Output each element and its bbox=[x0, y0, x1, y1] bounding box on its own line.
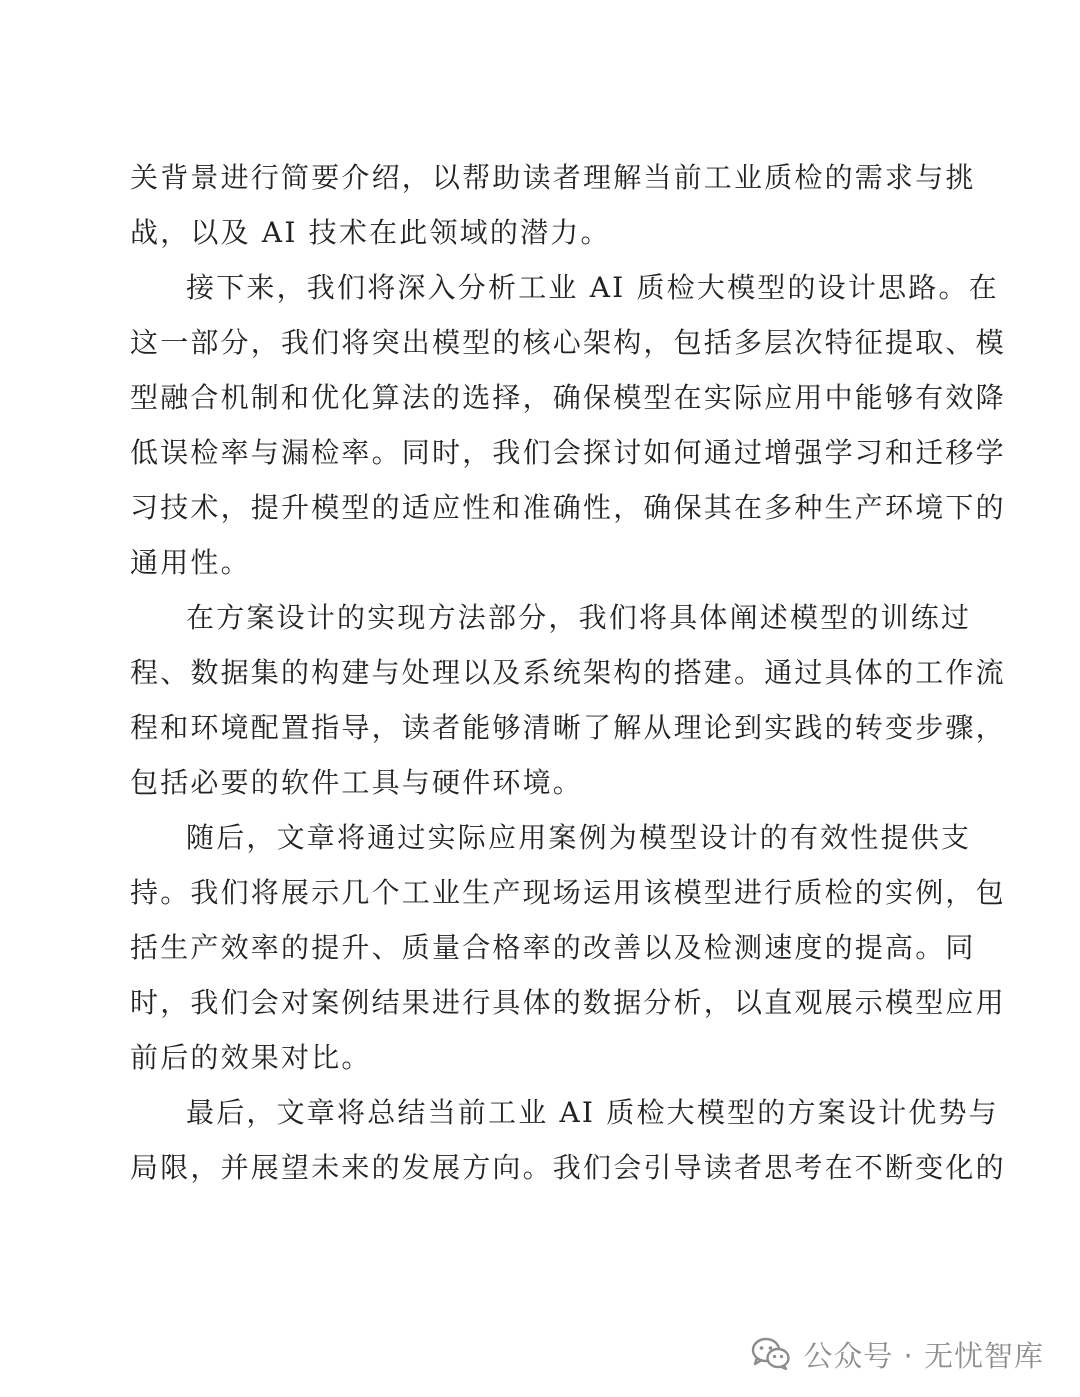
paragraph-line: 程和环境配置指导，读者能够清晰了解从理论到实践的转变步骤， bbox=[130, 711, 1006, 744]
paragraph-line: 低误检率与漏检率。同时，我们会探讨如何通过增强学习和迁移学 bbox=[130, 436, 1006, 469]
paragraph-line: 局限，并展望未来的发展方向。我们会引导读者思考在不断变化的 bbox=[130, 1151, 1006, 1184]
paragraph-line: 习技术，提升模型的适应性和准确性，确保其在多种生产环境下的 bbox=[130, 491, 1006, 524]
paragraph-line: 接下来，我们将深入分析工业 AI 质检大模型的设计思路。在 bbox=[186, 271, 999, 304]
paragraph-line: 程、数据集的构建与处理以及系统架构的搭建。通过具体的工作流 bbox=[130, 656, 1006, 689]
paragraph-line: 最后，文章将总结当前工业 AI 质检大模型的方案设计优势与 bbox=[186, 1096, 999, 1129]
watermark bbox=[751, 1333, 1044, 1375]
paragraph-line: 包括必要的软件工具与硬件环境。 bbox=[130, 766, 584, 799]
paragraph-line: 持。我们将展示几个工业生产现场运用该模型进行质检的实例，包 bbox=[130, 876, 1006, 909]
paragraph-line: 随后，文章将通过实际应用案例为模型设计的有效性提供支 bbox=[186, 821, 972, 854]
paragraph-line: 前后的效果对比。 bbox=[130, 1041, 372, 1074]
paragraph-line: 括生产效率的提升、质量合格率的改善以及检测速度的提高。同 bbox=[130, 931, 976, 964]
paragraph-line: 战，以及 AI 技术在此领域的潜力。 bbox=[130, 216, 611, 249]
paragraph-line: 在方案设计的实现方法部分，我们将具体阐述模型的训练过 bbox=[186, 601, 972, 634]
wechat-icon bbox=[751, 1337, 791, 1371]
paragraph-line: 关背景进行简要介绍，以帮助读者理解当前工业质检的需求与挑 bbox=[130, 161, 976, 194]
paragraph-line: 通用性。 bbox=[130, 546, 251, 579]
paragraph-line: 时，我们会对案例结果进行具体的数据分析，以直观展示模型应用 bbox=[130, 986, 1006, 1019]
watermark-text: 公众号 · 无忧智库 bbox=[803, 1338, 1044, 1373]
paragraph-line: 型融合机制和优化算法的选择，确保模型在实际应用中能够有效降 bbox=[130, 381, 1006, 414]
paragraph-line: 这一部分，我们将突出模型的核心架构，包括多层次特征提取、模 bbox=[130, 326, 1006, 359]
